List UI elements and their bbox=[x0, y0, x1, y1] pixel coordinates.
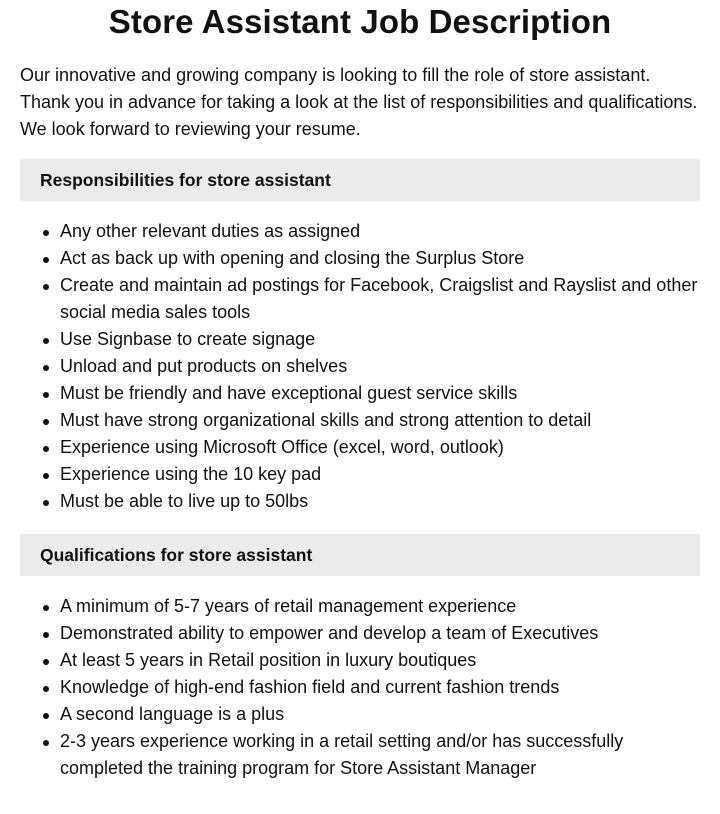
list-item: Demonstrated ability to empower and develop a team of Executives bbox=[60, 620, 700, 647]
list-item: Use Signbase to create signage bbox=[60, 326, 700, 353]
list-item: Must be friendly and have exceptional guest service skills bbox=[60, 380, 700, 407]
responsibilities-heading: Responsibilities for store assistant bbox=[20, 159, 700, 201]
list-item: Any other relevant duties as assigned bbox=[60, 218, 700, 245]
list-item: 2-3 years experience working in a retail setting and/or has successfully completed the training program for Store Assistant Manager bbox=[60, 728, 700, 782]
list-item: Act as back up with opening and closing the Surplus Store bbox=[60, 245, 700, 272]
list-item: A minimum of 5-7 years of retail management experience bbox=[60, 593, 700, 620]
responsibilities-list bbox=[20, 218, 700, 515]
list-item: Experience using the 10 key pad bbox=[60, 461, 700, 488]
list-item: Unload and put products on shelves bbox=[60, 353, 700, 380]
list-item: A second language is a plus bbox=[60, 701, 700, 728]
list-item: Must have strong organizational skills and strong attention to detail bbox=[60, 407, 700, 434]
list-item: Create and maintain ad postings for Facebook, Craigslist and Rayslist and other social media sales tools bbox=[60, 272, 700, 326]
intro-paragraph: Our innovative and growing company is looking to fill the role of store assistant. Thank you in advance for taking a look at the list of responsibilities and qualifications. We look forward to reviewing your resume. bbox=[20, 65, 698, 139]
page-title: Store Assistant Job Description bbox=[108, 3, 612, 40]
list-item: Must be able to live up to 50lbs bbox=[60, 488, 700, 515]
list-item: At least 5 years in Retail position in luxury boutiques bbox=[60, 647, 700, 674]
qualifications-heading: Qualifications for store assistant bbox=[20, 534, 700, 576]
list-item: Knowledge of high-end fashion field and current fashion trends bbox=[60, 674, 700, 701]
list-item: Experience using Microsoft Office (excel, word, outlook) bbox=[60, 434, 700, 461]
qualifications-list bbox=[20, 593, 700, 782]
